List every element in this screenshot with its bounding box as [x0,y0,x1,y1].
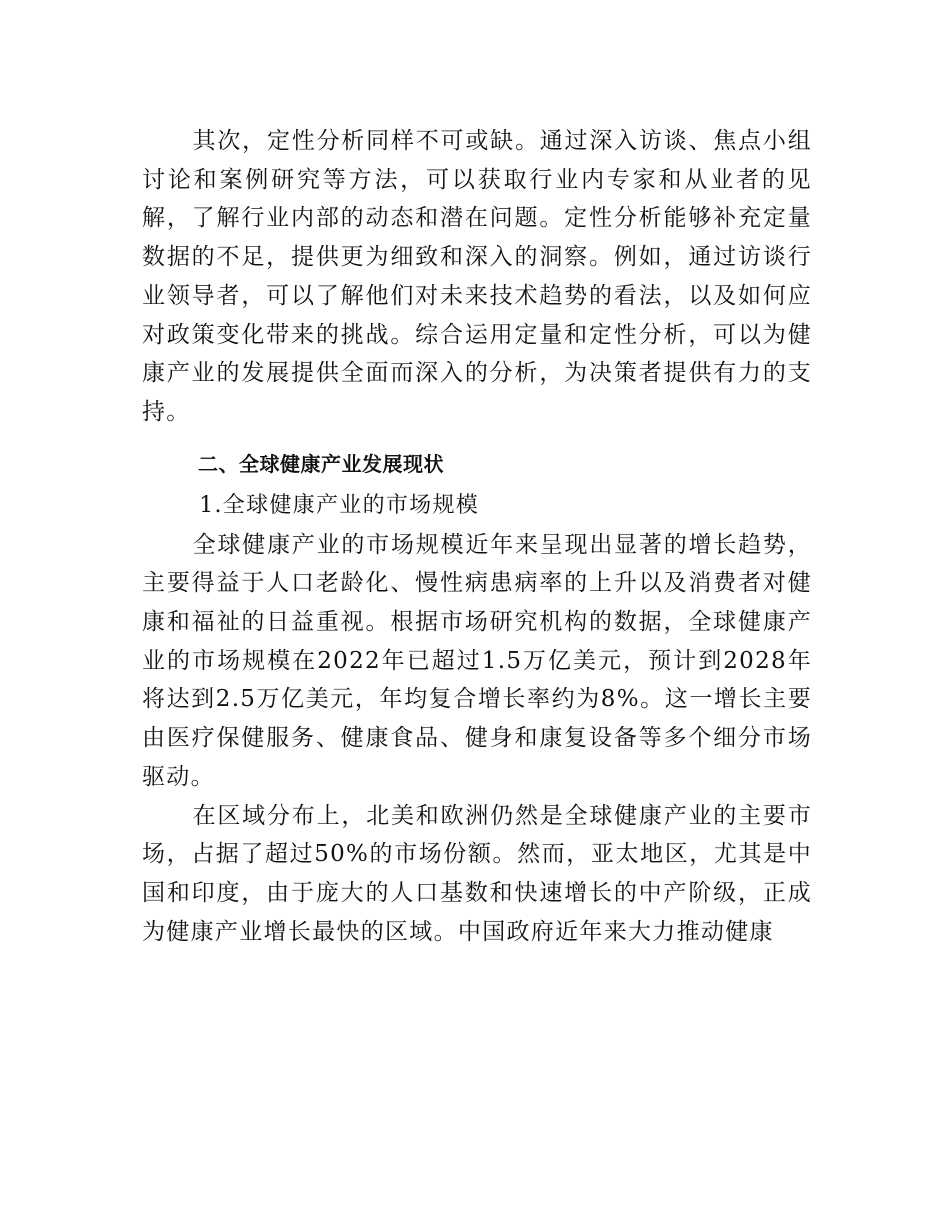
subsection-heading: 1.全球健康产业的市场规模 [199,492,480,518]
document-body [142,122,812,951]
paragraph-qualitative-analysis: 其次，定性分析同样不可或缺。通过深入访谈、焦点小组讨论和案例研究等方法，可以获取行业内专家和从业者的见解，了解行业内部的动态和潜在问题。定性分析能够补充定量数据的不足，提供更为细致和深入的洞察。例如，通过访谈行业领导者，可以了解他们对未来技术趋势的看法，以及如何应对政策变化带来的挑战。综合运用定量和定性分析，可以为健康产业的发展提供全面而深入的分析，为决策者提供有力的支持。 [142,128,812,425]
paragraph-market-size: 全球健康产业的市场规模近年来呈现出显著的增长趋势，主要得益于人口老龄化、慢性病患病率的上升以及消费者对健康和福祉的日益重视。根据市场研究机构的数据，全球健康产业的市场规模在2022年已超过1.5万亿美元，预计到2028年将达到2.5万亿美元，年均复合增长率约为8%。这一增长主要由医疗保健服务、健康食品、健身和康复设备等多个细分市场驱动。 [142,531,812,790]
section-heading: 二、全球健康产业发展现状 [198,451,444,476]
paragraph-regional-distribution: 在区域分布上，北美和欧洲仍然是全球健康产业的主要市场，占据了超过50%的市场份额。然而，亚太地区，尤其是中国和印度，由于庞大的人口基数和快速增长的中产阶级，正成为健康产业增长最快的区域。中国政府近年来大力推动健康 [142,802,812,945]
